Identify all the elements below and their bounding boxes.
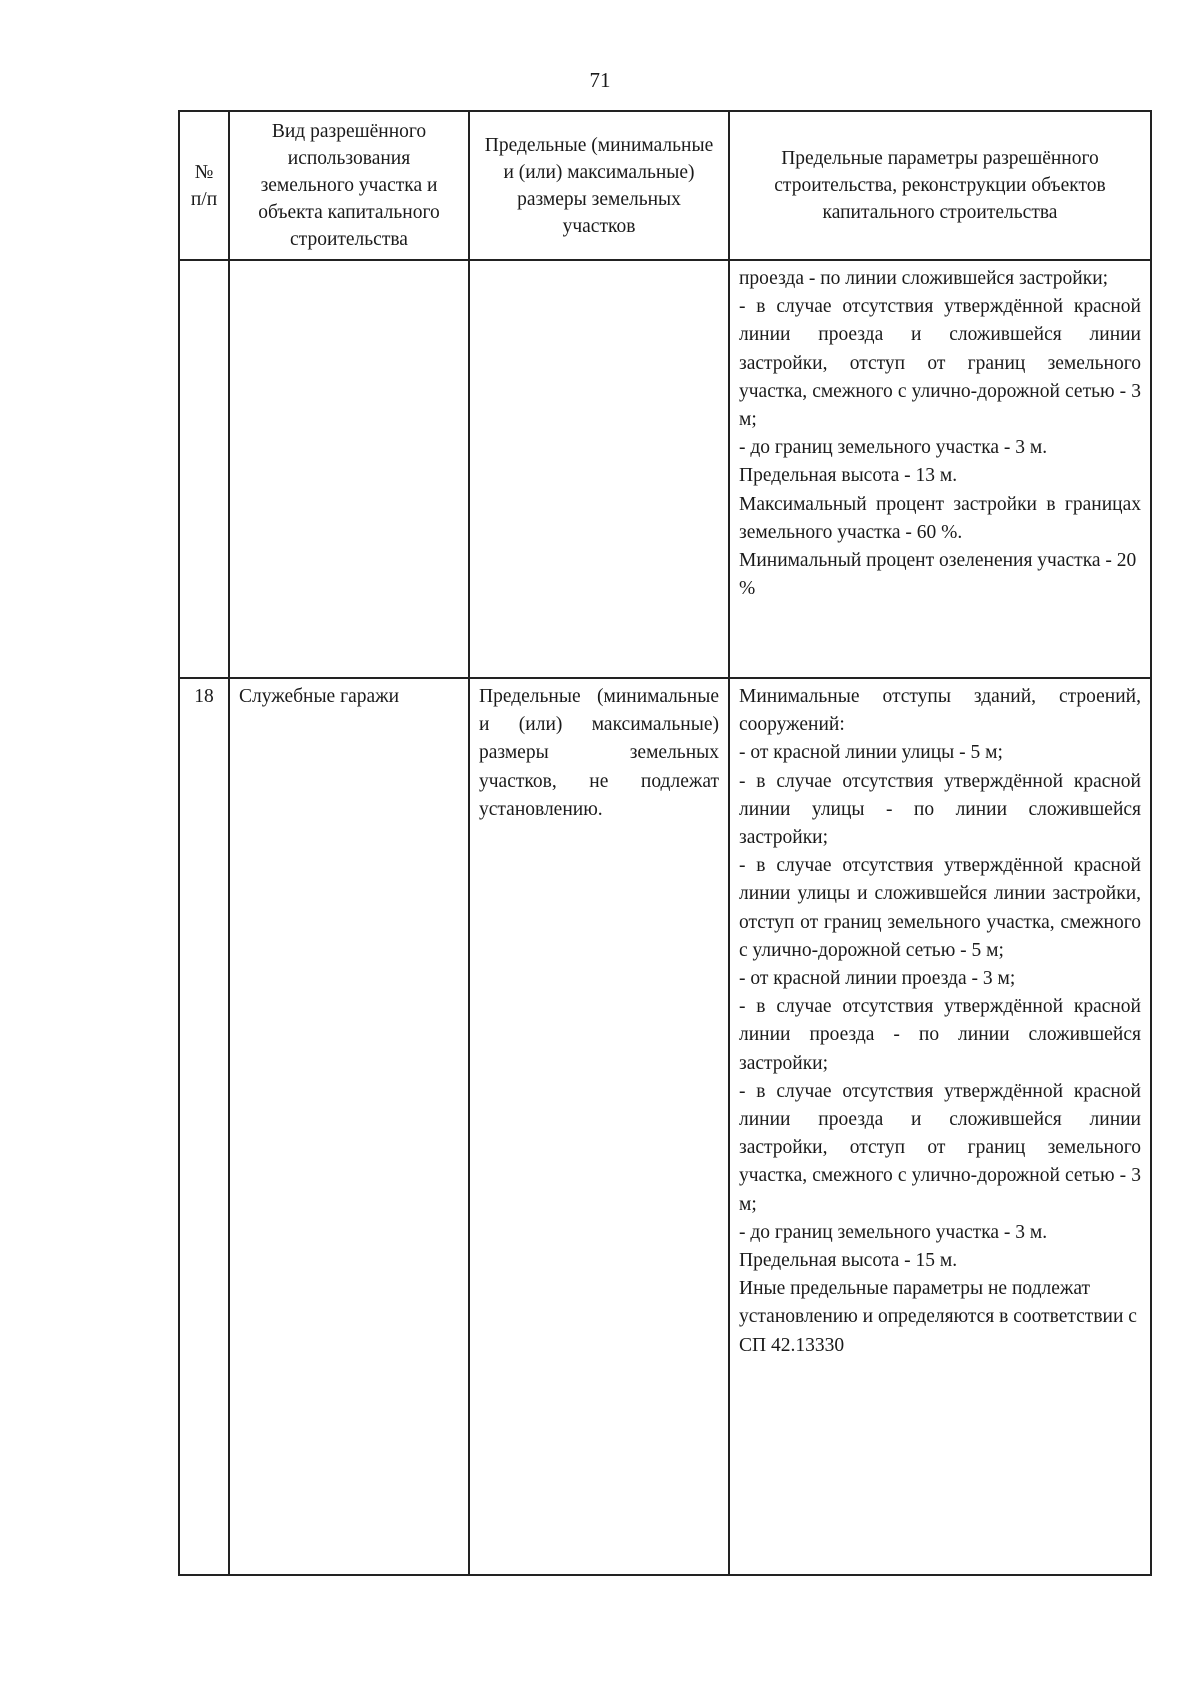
- param-line: - в случае отсутствия утверждённой красной линии улицы - по линии сложившейся застройки;: [739, 770, 1141, 849]
- row-number: 18: [179, 678, 229, 1575]
- land-use-regulations-table: [178, 110, 1152, 1576]
- row-build-params: [729, 678, 1151, 1575]
- page-number: 71: [589, 68, 611, 92]
- header-plot-size: Предельные (минимальные и (или) максимальные) размеры земельных участков: [469, 111, 729, 260]
- table-header-row: [179, 111, 1151, 260]
- param-line: - в случае отсутствия утверждённой красной линии проезда и сложившейся линии застройки, отступ от границ земельного участка, смежного с улично-дорожной сетью - 3 м;: [739, 296, 1141, 431]
- param-line: - в случае отсутствия утверждённой красной линии улицы и сложившейся линии застройки, отступ от границ земельного участка, смежного с улично-дорожной сетью - 5 м;: [739, 855, 1141, 961]
- header-use-type: Вид разрешённого использования земельного участка и объекта капитального строительства: [229, 111, 469, 260]
- param-line: - в случае отсутствия утверждённой красной линии проезда и сложившейся линии застройки, отступ от границ земельного участка, смежного с улично-дорожной сетью - 3 м;: [739, 1080, 1141, 1215]
- param-line: - в случае отсутствия утверждённой красной линии проезда - по линии сложившейся застройки;: [739, 996, 1141, 1074]
- param-line: - до границ земельного участка - 3 м.: [739, 1221, 1048, 1243]
- param-line: Предельная высота - 15 м.: [739, 1250, 958, 1272]
- param-line: - до границ земельного участка - 3 м.: [739, 437, 1048, 459]
- param-line: Предельная высота - 13 м.: [739, 465, 958, 487]
- header-build-params: Предельные параметры разрешённого строительства, реконструкции объектов капитального строительства: [729, 111, 1151, 260]
- row-use-type: [229, 260, 469, 678]
- row-plot-size: [469, 260, 729, 678]
- param-line: Минимальный процент озеленения участка - 20 %: [739, 550, 1137, 600]
- table-row: [179, 678, 1151, 1575]
- header-number: № п/п: [179, 111, 229, 260]
- table-row: [179, 260, 1151, 678]
- param-line: Иные предельные параметры не подлежат установлению и определяются в соответствии с СП 42.13330: [739, 1278, 1137, 1356]
- row-number: [179, 260, 229, 678]
- row-build-params: [729, 260, 1151, 678]
- param-line: - от красной линии проезда - 3 м;: [739, 968, 1016, 990]
- param-line: Максимальный процент застройки в границах земельного участка - 60 %.: [739, 493, 1141, 543]
- param-line: Минимальные отступы зданий, строений, сооружений:: [739, 686, 1141, 736]
- row-plot-size: Предельные (минимальные и (или) максимальные) размеры земельных участков, не подлежат установлению.: [469, 678, 729, 1575]
- param-line: - от красной линии улицы - 5 м;: [739, 742, 1003, 764]
- row-use-type: Служебные гаражи: [229, 678, 469, 1575]
- param-line: проезда - по линии сложившейся застройки;: [739, 268, 1109, 289]
